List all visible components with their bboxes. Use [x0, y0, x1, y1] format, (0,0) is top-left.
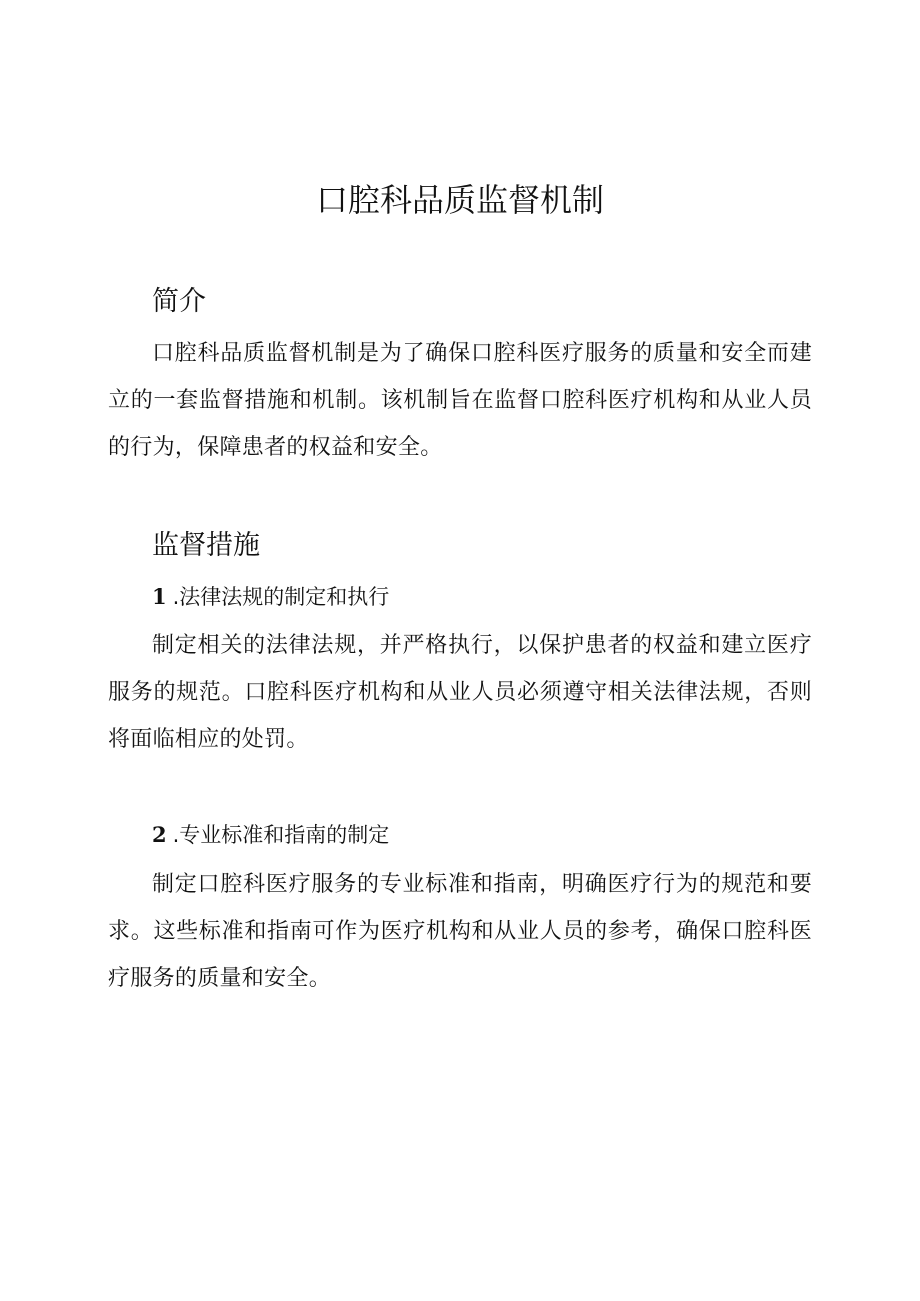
- section-heading-intro: 简介: [152, 286, 206, 317]
- page-title: 口腔科品质监督机制: [315, 181, 604, 219]
- subsection-number-2: 2: [152, 822, 167, 847]
- subsection-title-1: .法律法规的制定和执行: [172, 585, 390, 609]
- section-heading-measures: 监督措施: [152, 530, 260, 561]
- measure-2-paragraph: 制定口腔科医疗服务的专业标准和指南，明确医疗行为的规范和要求。这些标准和指南可作为医疗机构和从业人员的参考，确保口腔科医疗服务的质量和安全。: [108, 872, 812, 991]
- measure-1-paragraph: 制定相关的法律法规，并严格执行，以保护患者的权益和建立医疗服务的规范。口腔科医疗机构和从业人员必须遵守相关法律法规，否则将面临相应的处罚。: [108, 633, 812, 752]
- subsection-title-2: .专业标准和指南的制定: [172, 823, 390, 847]
- intro-paragraph: 口腔科品质监督机制是为了确保口腔科医疗服务的质量和安全而建立的一套监督措施和机制。该机制旨在监督口腔科医疗机构和从业人员的行为，保障患者的权益和安全。: [108, 341, 812, 460]
- subsection-number-1: 1: [152, 584, 167, 609]
- subsection-heading-2: [152, 819, 389, 851]
- subsection-heading-1: [152, 581, 389, 613]
